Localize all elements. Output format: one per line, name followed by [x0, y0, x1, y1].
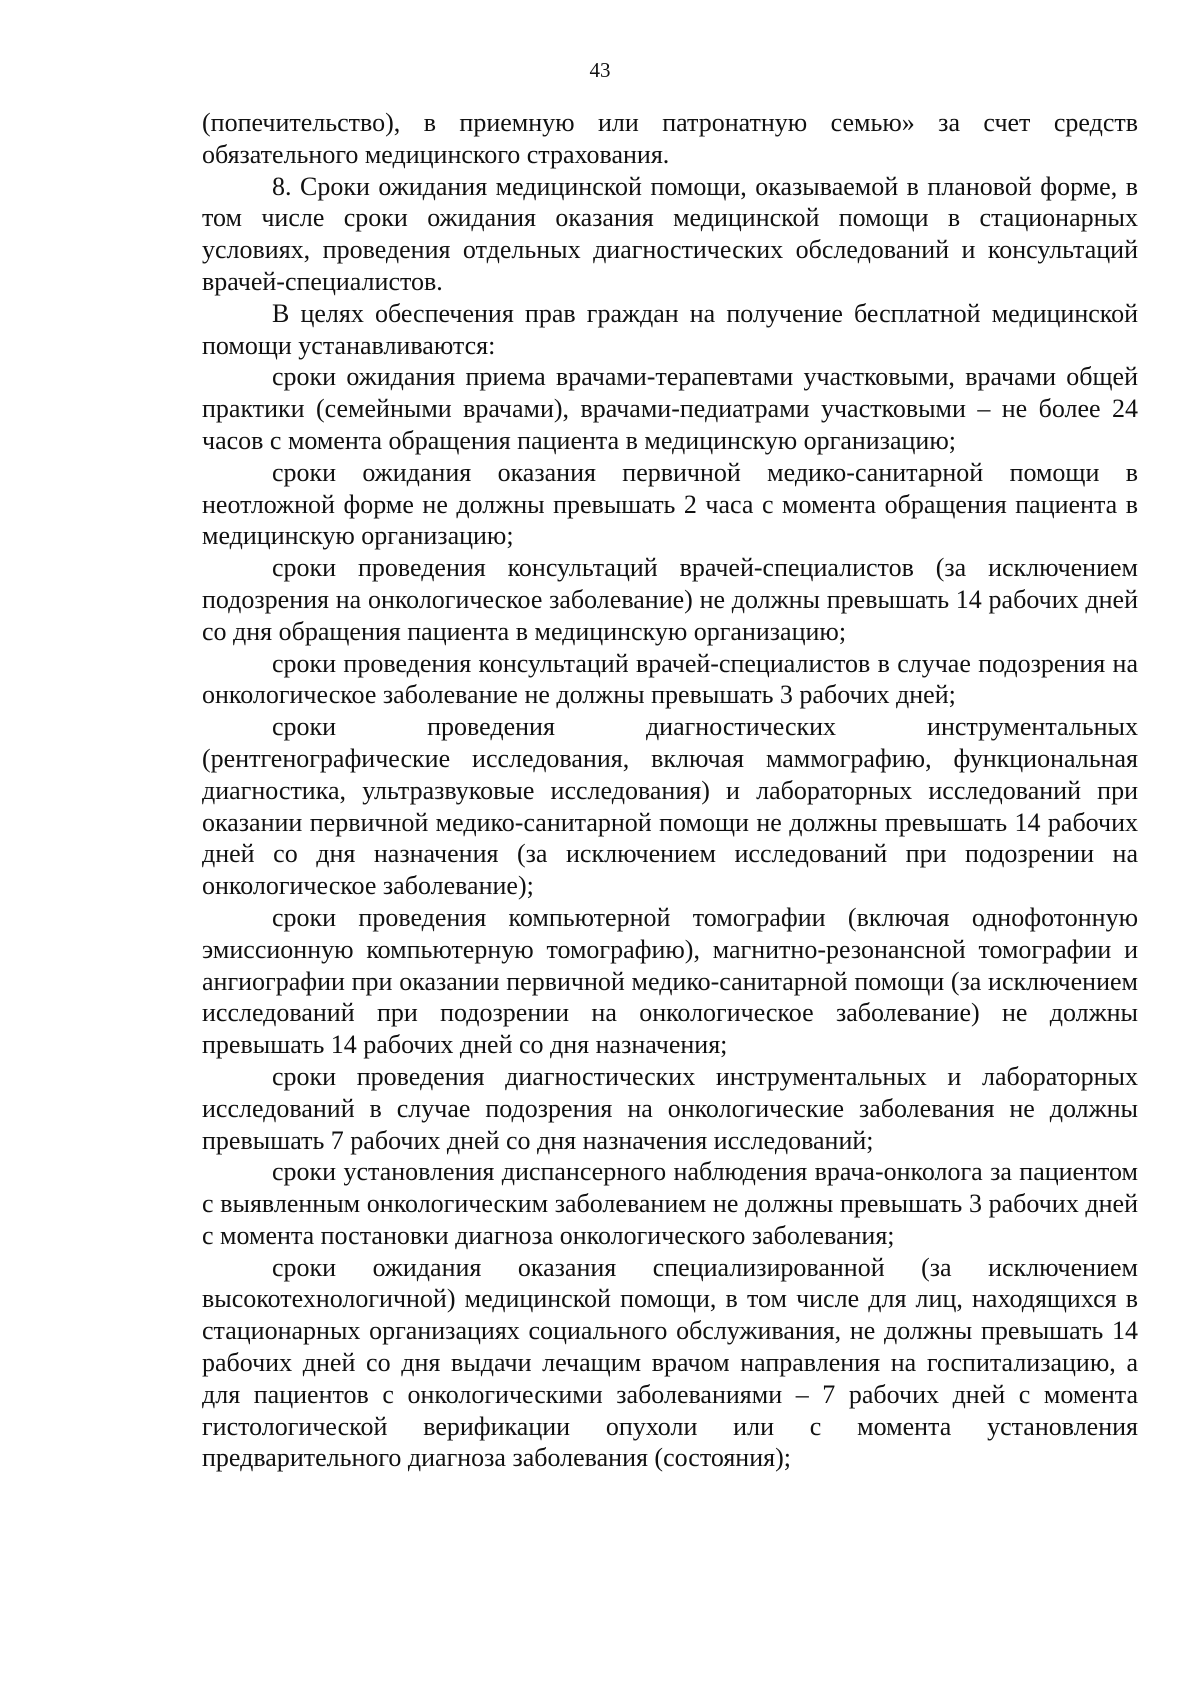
paragraph-term-specialized-care: сроки ожидания оказания специализированной (за исключением высокотехнологичной) медицинской помощи, в том числе для лиц, находящихся в стационарных организациях социального обслуживания, не должны превышать 14 рабочих дней со дня выдачи лечащим врачом направления на госпитализацию, а для пациентов с онкологическими заболеваниями – 7 рабочих дней с момента гистологической верификации опухоли или с момента установления предварительного диагноза заболевания (состояния);: [202, 1252, 1138, 1473]
paragraph-term-diagnostics-oncology: сроки проведения диагностических инструментальных и лабораторных исследований в случае подозрения на онкологические заболевания не должны превышать 7 рабочих дней со дня назначения исследований;: [202, 1061, 1138, 1155]
paragraph-term-consultation: сроки проведения консультаций врачей-специалистов (за исключением подозрения на онкологическое заболевание) не должны превышать 14 рабочих дней со дня обращения пациента в медицинскую организацию;: [202, 553, 1138, 646]
paragraph-term-dispensary: сроки установления диспансерного наблюдения врача-онколога за пациентом с выявленным онкологическим заболеванием не должны превышать 3 рабочих дней с момента постановки диагноза онкологического заболевания;: [202, 1157, 1138, 1250]
paragraph-continuation: (попечительство), в приемную или патронатную семью» за счет средств обязательного медицинского страхования.: [202, 108, 1138, 169]
paragraph-term-consultation-oncology: сроки проведения консультаций врачей-специалистов в случае подозрения на онкологическое заболевание не должны превышать 3 рабочих дней;: [202, 648, 1138, 710]
paragraph-term-diagnostics: сроки проведения диагностических инструментальных (рентгенографические исследования, включая маммографию, функциональная диагностика, ультразвуковые исследования) и лабораторных исследований при оказании первичной медико-санитарной помощи не должны превышать 14 рабочих дней со дня назначения (за исключением исследований при подозрении на онкологическое заболевание);: [202, 712, 1138, 901]
document-body: [202, 107, 1138, 1474]
paragraph-rights: В целях обеспечения прав граждан на получение бесплатной медицинской помощи устанавливаются:: [202, 298, 1138, 360]
paragraph-term-tomography: сроки проведения компьютерной томографии (включая однофотонную эмиссионную компьютерную томографию), магнитно-резонансной томографии и ангиографии при оказании первичной медико-санитарной помощи (за исключением исследований при подозрении на онкологическое заболевание) не должны превышать 14 рабочих дней со дня назначения;: [202, 902, 1138, 1060]
paragraph-term-urgent: сроки ожидания оказания первичной медико-санитарной помощи в неотложной форме не должны превышать 2 часа с момента обращения пациента в медицинскую организацию;: [202, 457, 1138, 551]
paragraph-section-8: 8. Сроки ожидания медицинской помощи, оказываемой в плановой форме, в том числе сроки ожидания оказания медицинской помощи в стационарных условиях, проведения отдельных диагностических обследований и консультаций врачей-специалистов.: [202, 171, 1138, 296]
paragraph-term-therapist: сроки ожидания приема врачами-терапевтами участковыми, врачами общей практики (семейными врачами), врачами-педиатрами участковыми – не более 24 часов с момента обращения пациента в медицинскую организацию;: [202, 362, 1138, 455]
page-number: 43: [589, 58, 611, 82]
